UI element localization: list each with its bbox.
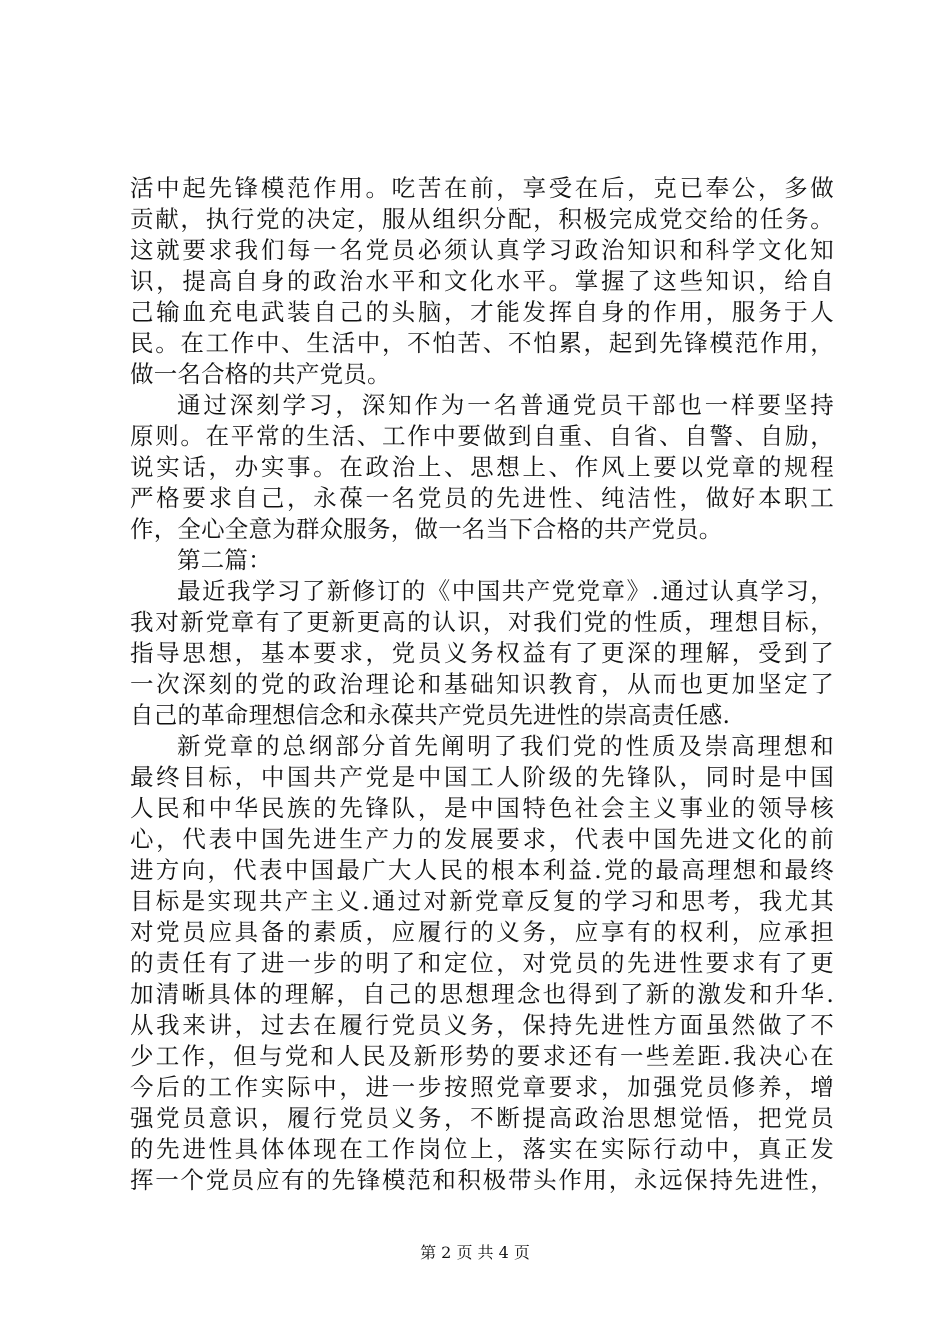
- text-line: 最终目标，中国共产党是中国工人阶级的先锋队，同时是中国: [130, 763, 834, 791]
- text-line: 原则。在平常的生活、工作中要做到自重、自省、自警、自励，: [130, 422, 834, 450]
- text-line: 的责任有了进一步的明了和定位，对党员的先进性要求有了更: [130, 949, 834, 977]
- text-line: 己输血充电武装自己的头脑，才能发挥自身的作用，服务于人: [130, 298, 834, 326]
- text-line: 少工作，但与党和人民及新形势的要求还有一些差距.我决心在: [130, 1042, 834, 1070]
- text-line: 目标是实现共产主义.通过对新党章反复的学习和思考，我尤其: [130, 887, 834, 915]
- text-line: 强党员意识，履行党员义务，不断提高政治思想觉悟，把党员: [130, 1104, 834, 1132]
- text-line: 今后的工作实际中，进一步按照党章要求，加强党员修养，增: [130, 1073, 834, 1101]
- text-line: 做一名合格的共产党员。: [130, 360, 391, 388]
- page-footer: 第 2 页 共 4 页: [420, 1243, 530, 1262]
- text-line: 严格要求自己，永葆一名党员的先进性、纯洁性，做好本职工: [130, 484, 834, 512]
- text-line: 贡献，执行党的决定，服从组织分配，积极完成党交给的任务。: [130, 205, 834, 233]
- text-line: 人民和中华民族的先锋队，是中国特色社会主义事业的领导核: [130, 794, 834, 822]
- text-line: 最近我学习了新修订的《中国共产党党章》.通过认真学习，: [177, 577, 834, 605]
- text-line: 说实话，办实事。在政治上、思想上、作风上要以党章的规程: [130, 453, 834, 481]
- text-line: 的先进性具体体现在工作岗位上，落实在实际行动中，真正发: [130, 1135, 834, 1163]
- text-line: 指导思想，基本要求，党员义务权益有了更深的理解，受到了: [130, 639, 834, 667]
- text-line: 从我来讲，过去在履行党员义务，保持先进性方面虽然做了不: [130, 1011, 834, 1039]
- text-line: 自己的革命理想信念和永葆共产党员先进性的崇高责任感.: [130, 701, 731, 729]
- text-line: 这就要求我们每一名党员必须认真学习政治知识和科学文化知: [130, 236, 834, 264]
- text-line: 一次深刻的党的政治理论和基础知识教育，从而也更加坚定了: [130, 670, 834, 698]
- text-line: 民。在工作中、生活中，不怕苦、不怕累，起到先锋模范作用，: [130, 329, 834, 357]
- text-line: 我对新党章有了更新更高的认识，对我们党的性质，理想目标，: [130, 608, 834, 636]
- text-line: 作，全心全意为群众服务，做一名当下合格的共产党员。: [130, 515, 723, 543]
- text-line: 活中起先锋模范作用。吃苦在前，享受在后，克已奉公，多做: [130, 174, 834, 202]
- document-body: [130, 173, 834, 1196]
- text-line: 加清晰具体的理解，自己的思想理念也得到了新的激发和升华.: [130, 980, 834, 1008]
- text-line: 第二篇：: [177, 546, 272, 574]
- text-line: 心，代表中国先进生产力的发展要求，代表中国先进文化的前: [130, 825, 834, 853]
- text-line: 挥一个党员应有的先锋模范和积极带头作用，永远保持先进性，: [130, 1166, 834, 1194]
- text-line: 对党员应具备的素质，应履行的义务，应享有的权利，应承担: [130, 918, 834, 946]
- text-line: 通过深刻学习，深知作为一名普通党员干部也一样要坚持: [177, 391, 834, 419]
- text-line: 新党章的总纲部分首先阐明了我们党的性质及崇高理想和: [177, 732, 834, 760]
- text-line: 识，提高自身的政治水平和文化水平。掌握了这些知识，给自: [130, 267, 834, 295]
- text-line: 进方向，代表中国最广大人民的根本利益.党的最高理想和最终: [130, 856, 834, 884]
